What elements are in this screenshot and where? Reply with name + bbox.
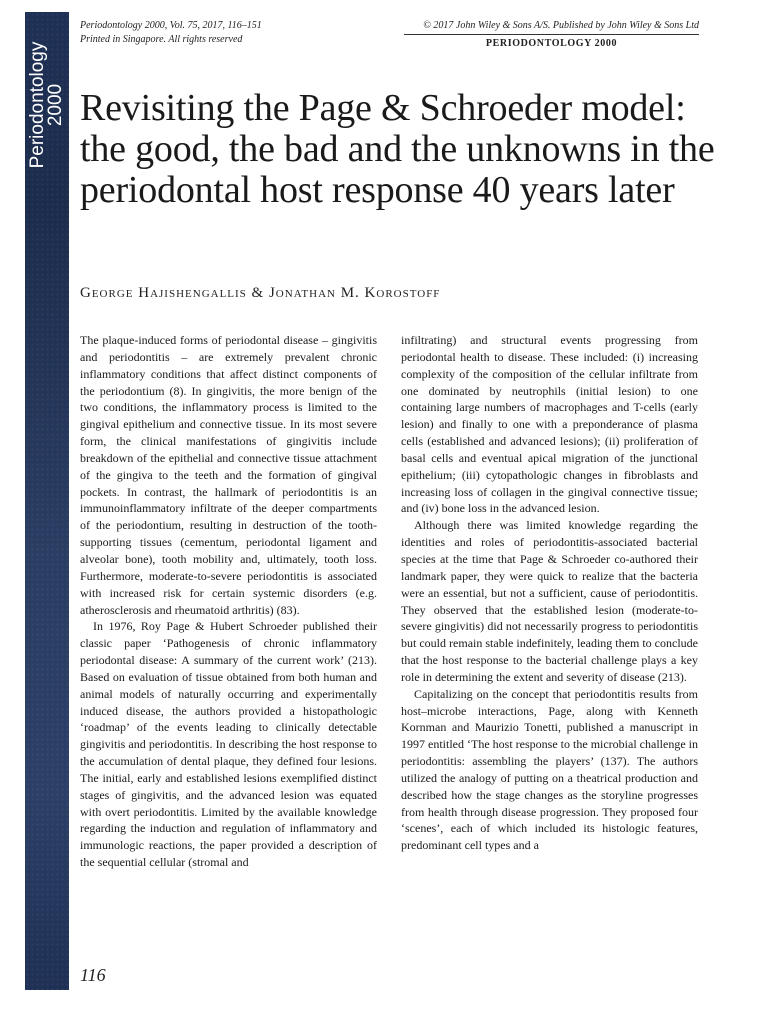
body-column-right bbox=[401, 332, 698, 854]
journal-logo bbox=[26, 30, 68, 180]
page-number: 116 bbox=[80, 965, 106, 985]
paragraph: The plaque-induced forms of periodontal disease – gingivitis and periodontitis – are extremely prevalent chronic inflammatory conditions that affect distinct components of the periodontium (8). In gingivitis, the more benign of the two conditions, the inflammatory process is limited to the gingival epithelium and connective tissue. In its most severe form, the clinical manifestations of gingivitis include breakdown of the epithelial and connective tissue attachment of the gingiva to the teeth and the formation of gingival pockets. In contrast, the hallmark of periodontitis is an immunoinflammatory infiltrate of the deeper compartments of the periodontium, resulting in destruction of the tooth-supporting tissues (cementum, periodontal ligament and alveolar bone), tooth mobility and, ultimately, tooth loss. Furthermore, moderate-to-severe periodontitis is associated with increased risk for certain systemic disorders (e.g. atherosclerosis and rheumatoid arthritis) (83). bbox=[80, 333, 377, 617]
printed-line: Printed in Singapore. All rights reserved bbox=[80, 34, 243, 45]
journal-logo-line2: 2000 bbox=[45, 83, 66, 127]
journal-logo-line1: Periodontology bbox=[27, 41, 48, 169]
paragraph: Although there was limited knowledge regarding the identities and roles of periodontitis-associated bacterial species at the time that Page & Schroeder co-authored their landmark paper, they were quick to realize that the bacteria were an essential, but not a sufficient, cause of periodontitis. They observed that the established lesion (moderate-to-severe gingivitis) did not necessarily progress to periodontitis but could remain stable indefinitely, leading them to conclude that the host response to the bacterial challenge plays a key role in determining the extent and severity of disease (213). bbox=[401, 518, 698, 684]
citation-block bbox=[80, 19, 380, 47]
copyright-line: © 2017 John Wiley & Sons A/S. Published by John Wiley & Sons Ltd bbox=[423, 20, 699, 31]
body-column-left bbox=[80, 332, 377, 871]
citation-line: Periodontology 2000, Vol. 75, 2017, 116–151 bbox=[80, 20, 262, 31]
paragraph: infiltrating) and structural events progressing from periodontal health to disease. These included: (i) increasing complexity of the composition of the cellular infiltrate from one dominated by neutrophils (initial lesion) to one containing large numbers of macrophages and T-cells (early lesion) and finally to one with a preponderance of plasma cells (established and advanced lesions); (ii) proliferation of basal cells and eventual apical migration of the junctional epithelium; (iii) cytopathologic changes in fibroblasts and increasing loss of collagen in the gingival connective tissue; and (iv) bone loss in the advanced lesion. bbox=[401, 333, 698, 516]
publisher-block bbox=[404, 19, 699, 51]
paragraph: Capitalizing on the concept that periodontitis results from host–microbe interactions, Page, along with Kenneth Kornman and Maurizio Tonetti, published a manuscript in 1997 entitled ‘The host response to the microbial challenge in periodontitis: assembling the players’ (137). The authors utilized the analogy of putting on a theatrical production and described how the stage changes as the storyline progresses from health through disease progression. They proposed four ‘scenes’, each of which included its histologic features, predominant cell types and a bbox=[401, 686, 698, 853]
header-rule bbox=[404, 34, 699, 35]
article-title: Revisiting the Page & Schroeder model: the good, the bad and the unknowns in the periodontal host response 40 years later bbox=[80, 87, 715, 211]
paragraph: In 1976, Roy Page & Hubert Schroeder published their classic paper ‘Pathogenesis of chronic inflammatory periodontal disease: A summary of the current work’ (213). Based on evaluation of tissue obtained from both human and animal models of naturally occurring and experimentally induced disease, the authors provided a histopathologic ‘roadmap’ of the events leading to clinically detectable gingivitis and periodontitis. In describing the host response to the accumulation of dental plaque, they defined four lesions. The initial, early and established lesions exemplified distinct stages of gingivitis, and the advanced lesion was equated with overt periodontitis. Limited by the available knowledge regarding the induction and regulation of inflammatory and immunologic reactions, the paper provided a description of the sequential cellular (stromal and bbox=[80, 619, 377, 870]
article-authors: George Hajishengallis & Jonathan M. Korostoff bbox=[80, 285, 441, 301]
journal-name: PERIODONTOLOGY 2000 bbox=[485, 38, 618, 49]
